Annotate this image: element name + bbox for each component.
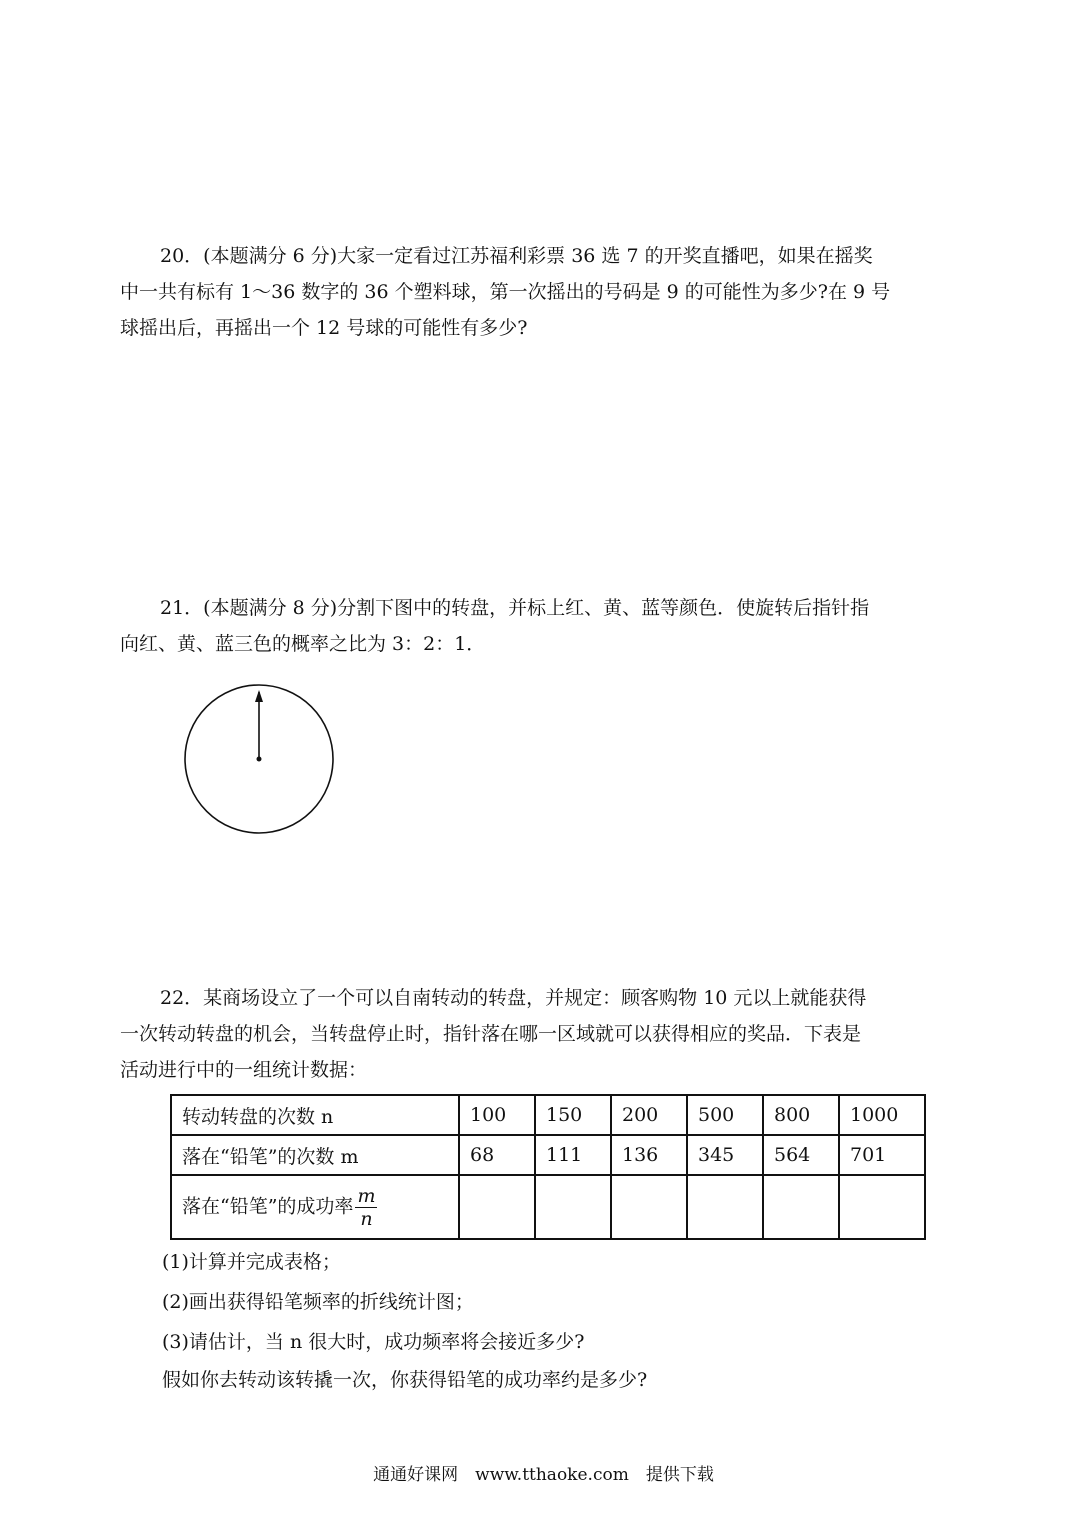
spinner-diagram (180, 680, 340, 840)
empty-answer-cell[interactable] (611, 1175, 687, 1239)
table-cell: 701 (839, 1135, 925, 1175)
sub-question-3-followup: 假如你去转动该转撬一次，你获得铅笔的成功率约是多少? (162, 1369, 648, 1391)
table-cell: 500 (687, 1095, 763, 1135)
table-cell: 564 (763, 1135, 839, 1175)
question-20-line: 20．(本题满分 6 分)大家一定看过江苏福利彩票 36 选 7 的开奖直播吧，如果在摇奖 (160, 245, 873, 267)
row-label-success-rate (171, 1175, 459, 1239)
table-cell: 100 (459, 1095, 535, 1135)
question-22 (120, 980, 970, 1088)
sub-question-2: (2)画出获得铅笔频率的折线统计图； (162, 1291, 474, 1313)
table-cell: 136 (611, 1135, 687, 1175)
success-rate-label: 落在“铅笔”的成功率 (182, 1195, 354, 1217)
table-cell: 1000 (839, 1095, 925, 1135)
row-label-spins: 转动转盘的次数 n (171, 1095, 459, 1135)
fraction-numerator: m (357, 1184, 376, 1207)
table-cell: 345 (687, 1135, 763, 1175)
table-row (171, 1135, 925, 1175)
table-cell: 68 (459, 1135, 535, 1175)
question-22-line: 活动进行中的一组统计数据： (120, 1059, 368, 1081)
statistics-table (170, 1094, 926, 1240)
table-cell: 111 (535, 1135, 611, 1175)
question-20 (120, 238, 970, 346)
fraction-denominator: n (360, 1207, 373, 1230)
question-21 (120, 590, 970, 662)
empty-answer-cell[interactable] (459, 1175, 535, 1239)
row-label-pencil-count: 落在“铅笔”的次数 m (171, 1135, 459, 1175)
empty-answer-cell[interactable] (687, 1175, 763, 1239)
sub-question-1: (1)计算并完成表格； (162, 1251, 341, 1273)
question-20-line: 中一共有标有 1～36 数字的 36 个塑料球，第一次摇出的号码是 9 的可能性为多少?在 9 号 (120, 281, 891, 303)
question-21-line: 21．(本题满分 8 分)分割下图中的转盘，并标上红、黄、蓝等颜色．使旋转后指针指 (160, 597, 870, 619)
fraction-m-over-n (355, 1185, 377, 1230)
question-20-line: 球摇出后，再摇出一个 12 号球的可能性有多少? (120, 317, 528, 339)
table-cell: 800 (763, 1095, 839, 1135)
table-cell: 150 (535, 1095, 611, 1135)
empty-answer-cell[interactable] (839, 1175, 925, 1239)
question-21-line: 向红、黄、蓝三色的概率之比为 3：2：1． (120, 633, 486, 655)
spinner-center-dot (257, 757, 262, 762)
question-22-line: 22．某商场设立了一个可以自南转动的转盘，并规定：顾客购物 10 元以上就能获得 (160, 987, 867, 1009)
empty-answer-cell[interactable] (535, 1175, 611, 1239)
sub-question-3: (3)请估计，当 n 很大时，成功频率将会接近多少? (162, 1331, 585, 1353)
page-footer: 通通好课网 www.tthaoke.com 提供下载 (373, 1465, 714, 1485)
pointer-arrowhead-icon (255, 690, 263, 702)
empty-answer-cell[interactable] (763, 1175, 839, 1239)
table-cell: 200 (611, 1095, 687, 1135)
question-22-line: 一次转动转盘的机会，当转盘停止时，指针落在哪一区域就可以获得相应的奖品．下表是 (120, 1023, 862, 1045)
table-row (171, 1175, 925, 1239)
table-row (171, 1095, 925, 1135)
